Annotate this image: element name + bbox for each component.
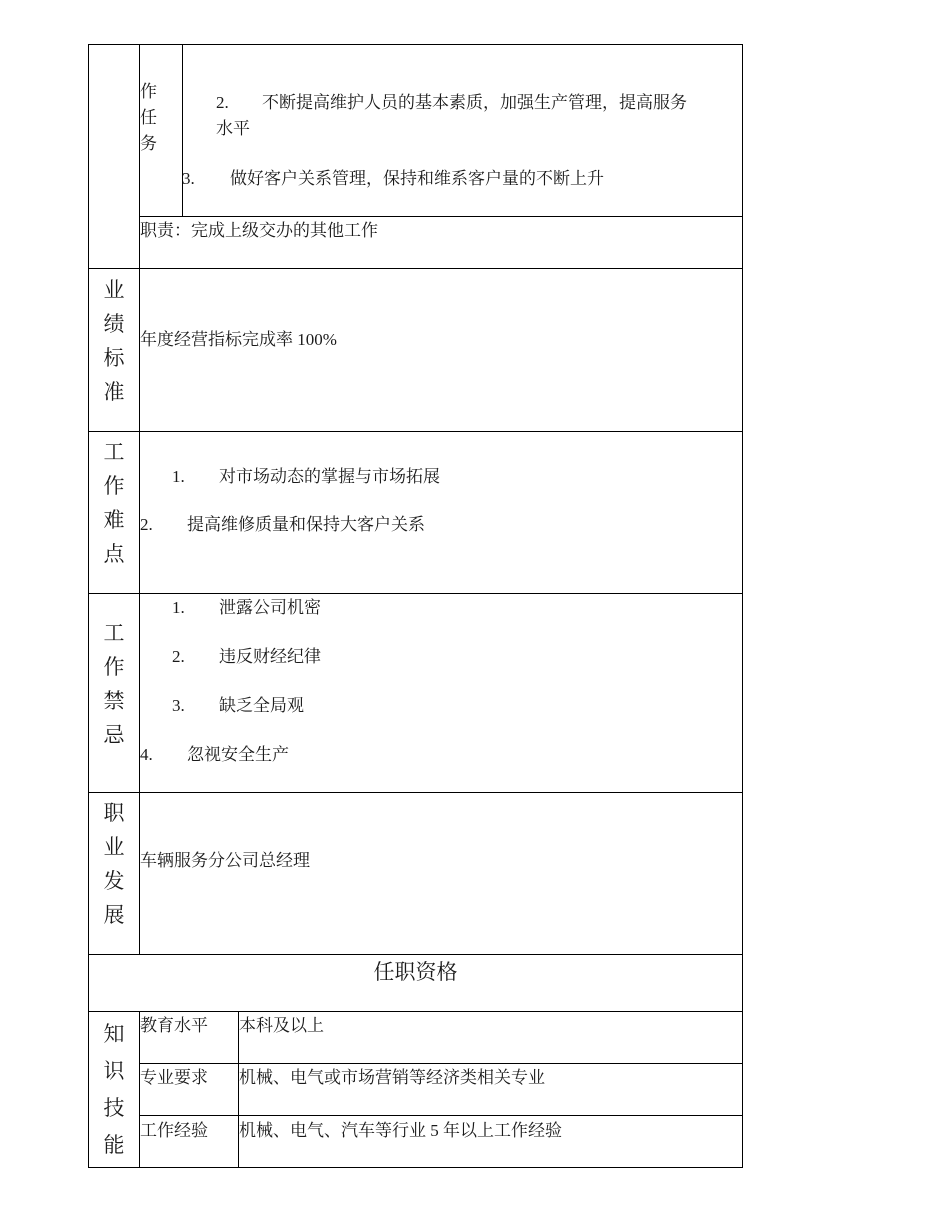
qualification-value-major: 机械、电气或市场营销等经济类相关专业	[239, 1068, 545, 1087]
difficulties-label-char: 点	[103, 542, 125, 566]
task-side-label	[140, 79, 164, 157]
difficulty-item-number: 1.	[172, 467, 185, 486]
taboo-item-text: 忽视安全生产	[187, 745, 289, 764]
task-label-char: 务	[140, 134, 157, 153]
task-label-char: 任	[140, 108, 157, 127]
task-item-text-continued: 水平	[216, 119, 250, 138]
career-label-char: 发	[103, 869, 125, 893]
table-border-bottom	[88, 1167, 743, 1168]
qualification-title: 任职资格	[373, 960, 458, 984]
taboo-item-3	[172, 693, 304, 719]
difficulty-item-1	[172, 464, 440, 490]
task-item-text: 做好客户关系管理，保持和维系客户量的不断上升	[230, 169, 604, 188]
performance-label	[94, 273, 134, 409]
section-divider-6	[88, 1011, 743, 1012]
knowledge-label-char: 技	[103, 1096, 125, 1120]
taboo-item-number: 1.	[172, 598, 185, 617]
knowledge-label-char: 知	[103, 1022, 125, 1046]
taboo-item-number: 2.	[172, 647, 185, 666]
taboos-label-char: 禁	[103, 689, 125, 713]
section-divider-4	[88, 792, 743, 793]
difficulty-item-2	[140, 512, 425, 538]
taboo-item-1	[172, 595, 321, 621]
taboos-label-char: 忌	[103, 723, 125, 747]
knowledge-label-char: 能	[103, 1133, 125, 1157]
difficulty-item-number: 2.	[140, 515, 153, 534]
career-content: 车辆服务分公司总经理	[140, 851, 310, 870]
task-label-char: 作	[140, 82, 157, 101]
taboo-item-number: 4.	[140, 745, 153, 764]
taboos-label-char: 工	[103, 621, 125, 645]
difficulty-item-text: 提高维修质量和保持大客户关系	[187, 515, 425, 534]
difficulties-label-char: 作	[103, 474, 125, 498]
task-item-text: 不断提高维护人员的基本素质，加强生产管理，提高服务	[262, 93, 687, 112]
table-border-left	[88, 44, 89, 1168]
qualification-key-education: 教育水平	[140, 1016, 208, 1035]
section-divider-3	[88, 593, 743, 594]
qualification-value-education: 本科及以上	[239, 1016, 324, 1035]
performance-content: 年度经营指标完成率 100%	[140, 330, 337, 349]
taboo-item-text: 缺乏全局观	[219, 696, 304, 715]
task-item-2-continuation	[216, 116, 250, 142]
performance-label-char: 标	[103, 346, 125, 370]
difficulty-item-text: 对市场动态的掌握与市场拓展	[219, 467, 440, 486]
career-label-char: 业	[103, 835, 125, 859]
career-label-char: 展	[103, 903, 125, 927]
career-label	[94, 796, 134, 932]
difficulties-label-char: 难	[103, 508, 125, 532]
taboo-item-2	[172, 644, 321, 670]
difficulties-label	[94, 435, 134, 571]
duty-text: 职责：完成上级交办的其他工作	[140, 221, 378, 240]
task-item-number: 2.	[216, 93, 229, 112]
qualification-row-divider-1	[139, 1063, 743, 1064]
section-divider-2	[88, 431, 743, 432]
table-border-top	[88, 44, 743, 45]
knowledge-label-char: 识	[103, 1059, 125, 1083]
label-column-divider	[139, 44, 140, 954]
performance-label-char: 业	[103, 278, 125, 302]
task-item-number: 3.	[182, 169, 195, 188]
qualification-value-experience: 机械、电气、汽车等行业 5 年以上工作经验	[239, 1121, 562, 1140]
taboo-item-text: 违反财经纪律	[219, 647, 321, 666]
knowledge-skills-label	[94, 1016, 134, 1164]
table-border-right	[742, 44, 743, 1168]
taboo-item-4	[140, 742, 289, 768]
qualification-row-divider-2	[139, 1115, 743, 1116]
section-divider-5	[88, 954, 743, 955]
qualification-key-major: 专业要求	[140, 1068, 208, 1087]
performance-label-char: 准	[103, 380, 125, 404]
taboos-label-char: 作	[103, 655, 125, 679]
task-item-3	[182, 166, 604, 192]
performance-label-char: 绩	[103, 312, 125, 336]
job-description-table	[88, 44, 743, 1168]
taboo-item-number: 3.	[172, 696, 185, 715]
task-item-2	[216, 90, 687, 116]
qualification-key-experience: 工作经验	[140, 1121, 208, 1140]
difficulties-label-char: 工	[103, 440, 125, 464]
career-label-char: 职	[103, 801, 125, 825]
task-duty-divider	[139, 216, 743, 217]
taboos-label	[94, 616, 134, 752]
taboo-item-text: 泄露公司机密	[219, 598, 321, 617]
section-divider-1	[88, 268, 743, 269]
